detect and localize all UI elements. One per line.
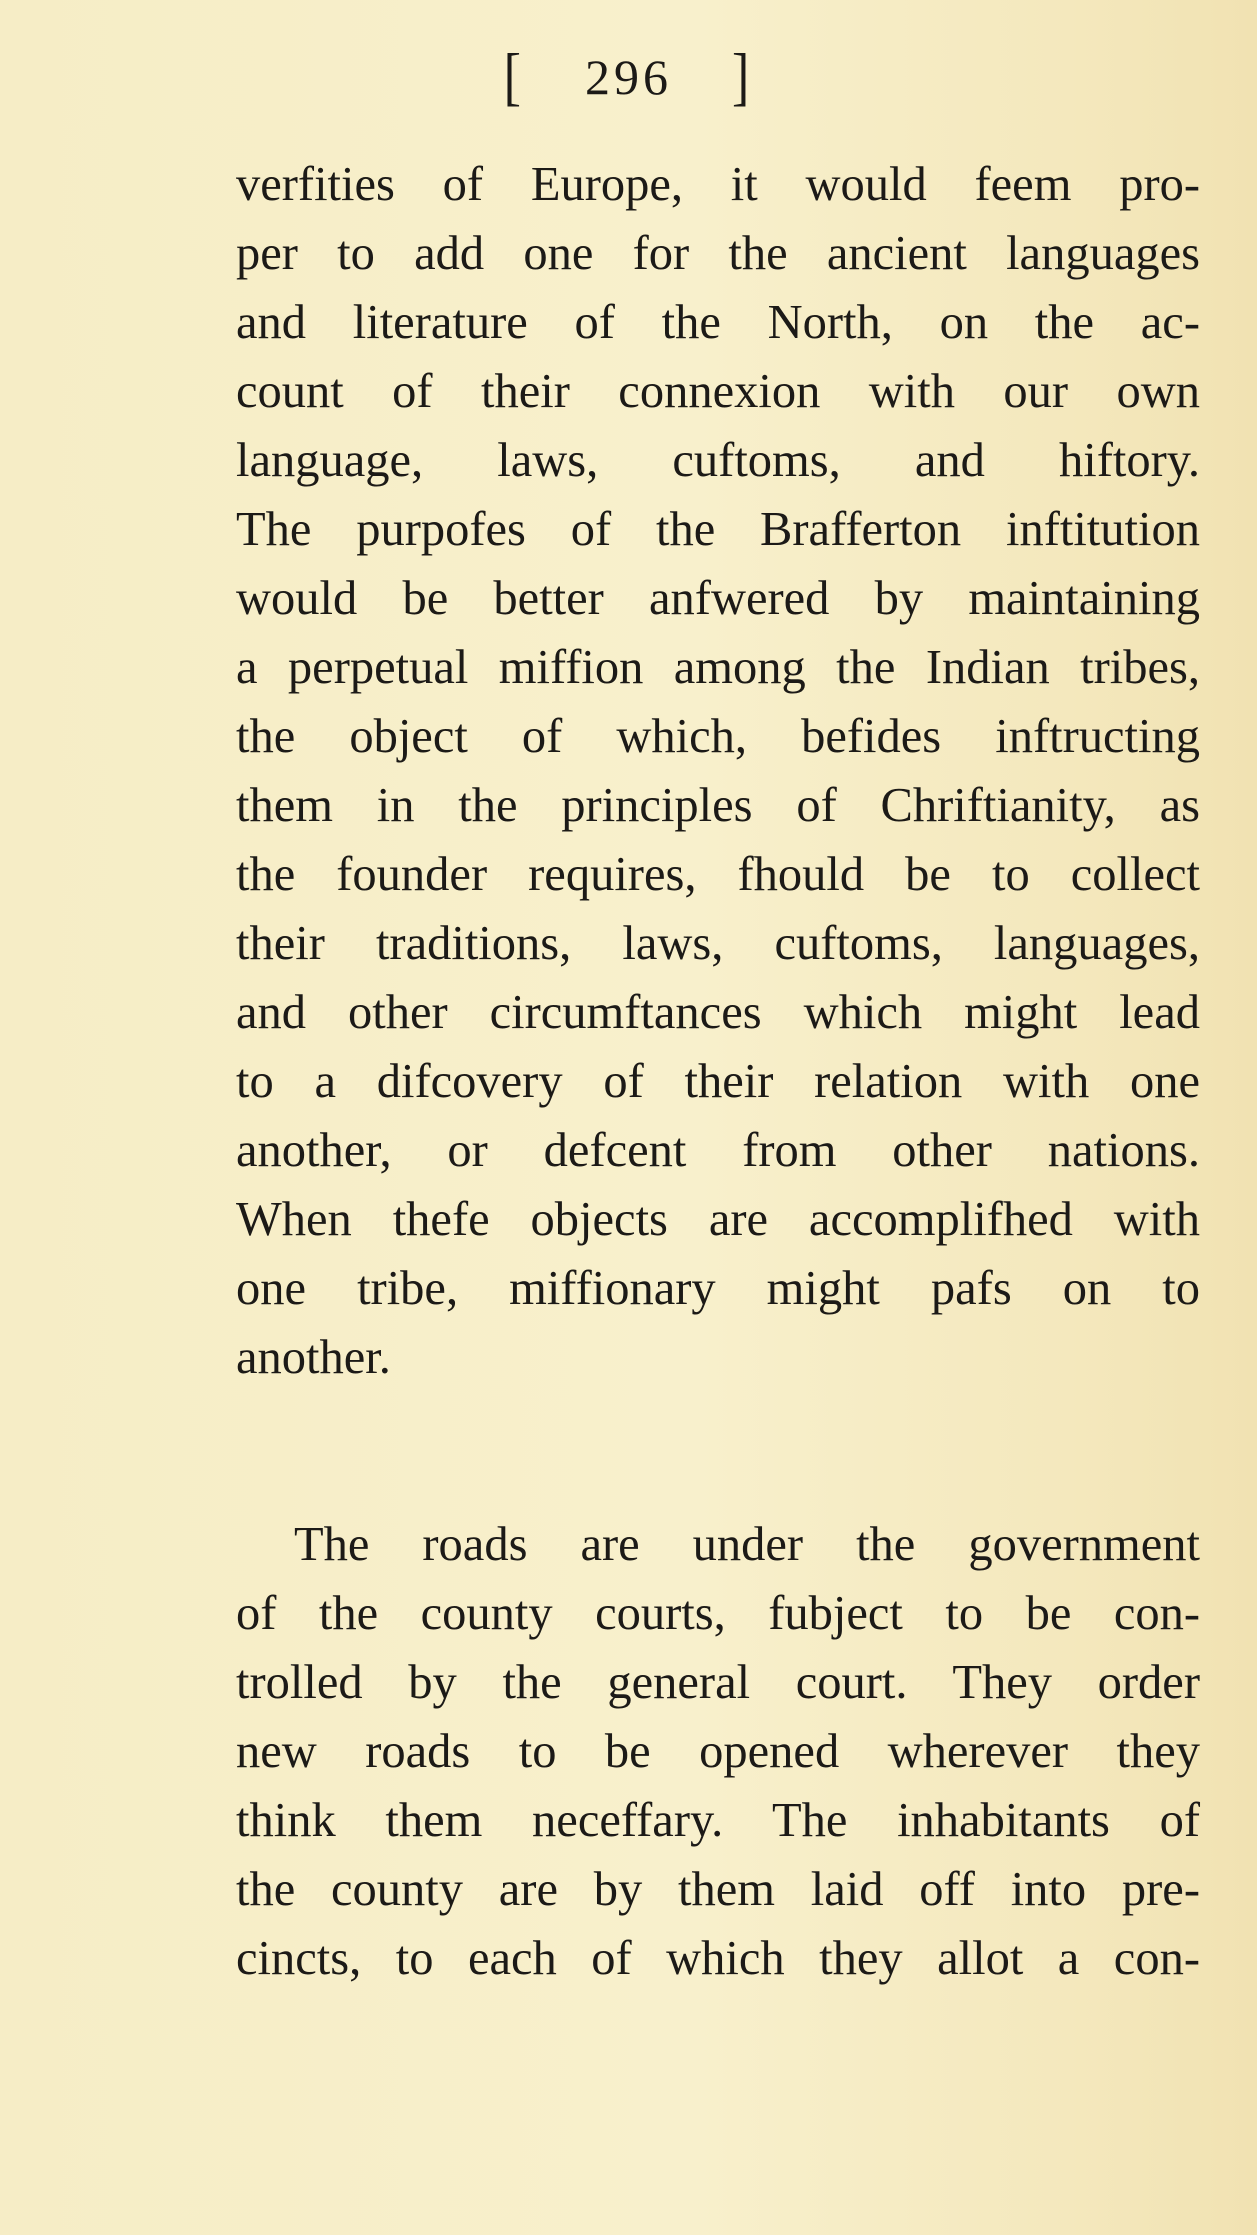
text-line: of the county courts, fubject to be con- [236, 1587, 1200, 1640]
text-line: would be better anfwered by maintaining [236, 572, 1200, 625]
text-line: language, laws, cuftoms, and hiftory. [236, 434, 1200, 487]
text-line: trolled by the general court. They order [236, 1656, 1200, 1709]
text-line: per to add one for the ancient languages [236, 227, 1200, 280]
text-line: them in the principles of Chriftianity, as [236, 779, 1200, 832]
text-line: a perpetual miffion among the Indian tribes, [236, 641, 1200, 694]
page-header [0, 41, 1257, 114]
text-line: and other circumftances which might lead [236, 986, 1200, 1039]
text-line: verfities of Europe, it would feem pro- [236, 158, 1200, 211]
header-bracket-open: [ [503, 41, 525, 114]
text-line: think them neceffary. The inhabitants of [236, 1794, 1200, 1847]
text-line: their traditions, laws, cuftoms, languages, [236, 917, 1200, 970]
header-bracket-close: ] [732, 41, 754, 114]
text-line: count of their connexion with our own [236, 365, 1200, 418]
text-line: the county are by them laid off into pre- [236, 1863, 1200, 1916]
text-line: When thefe objects are accomplifhed with [236, 1193, 1200, 1246]
text-line: another. [236, 1331, 391, 1384]
text-line: The roads are under the government [294, 1518, 1200, 1571]
text-line: the object of which, befides inftructing [236, 710, 1200, 763]
text-line: cincts, to each of which they allot a con- [236, 1932, 1200, 1985]
text-line: and literature of the North, on the ac- [236, 296, 1200, 349]
text-line: another, or defcent from other nations. [236, 1124, 1200, 1177]
page-number: 296 [585, 49, 672, 105]
text-line: to a difcovery of their relation with one [236, 1055, 1200, 1108]
text-line: new roads to be opened wherever they [236, 1725, 1200, 1778]
text-line: The purpofes of the Brafferton inftitution [236, 503, 1200, 556]
text-line: one tribe, miffionary might pafs on to [236, 1262, 1200, 1315]
text-line: the founder requires, fhould be to collect [236, 848, 1200, 901]
